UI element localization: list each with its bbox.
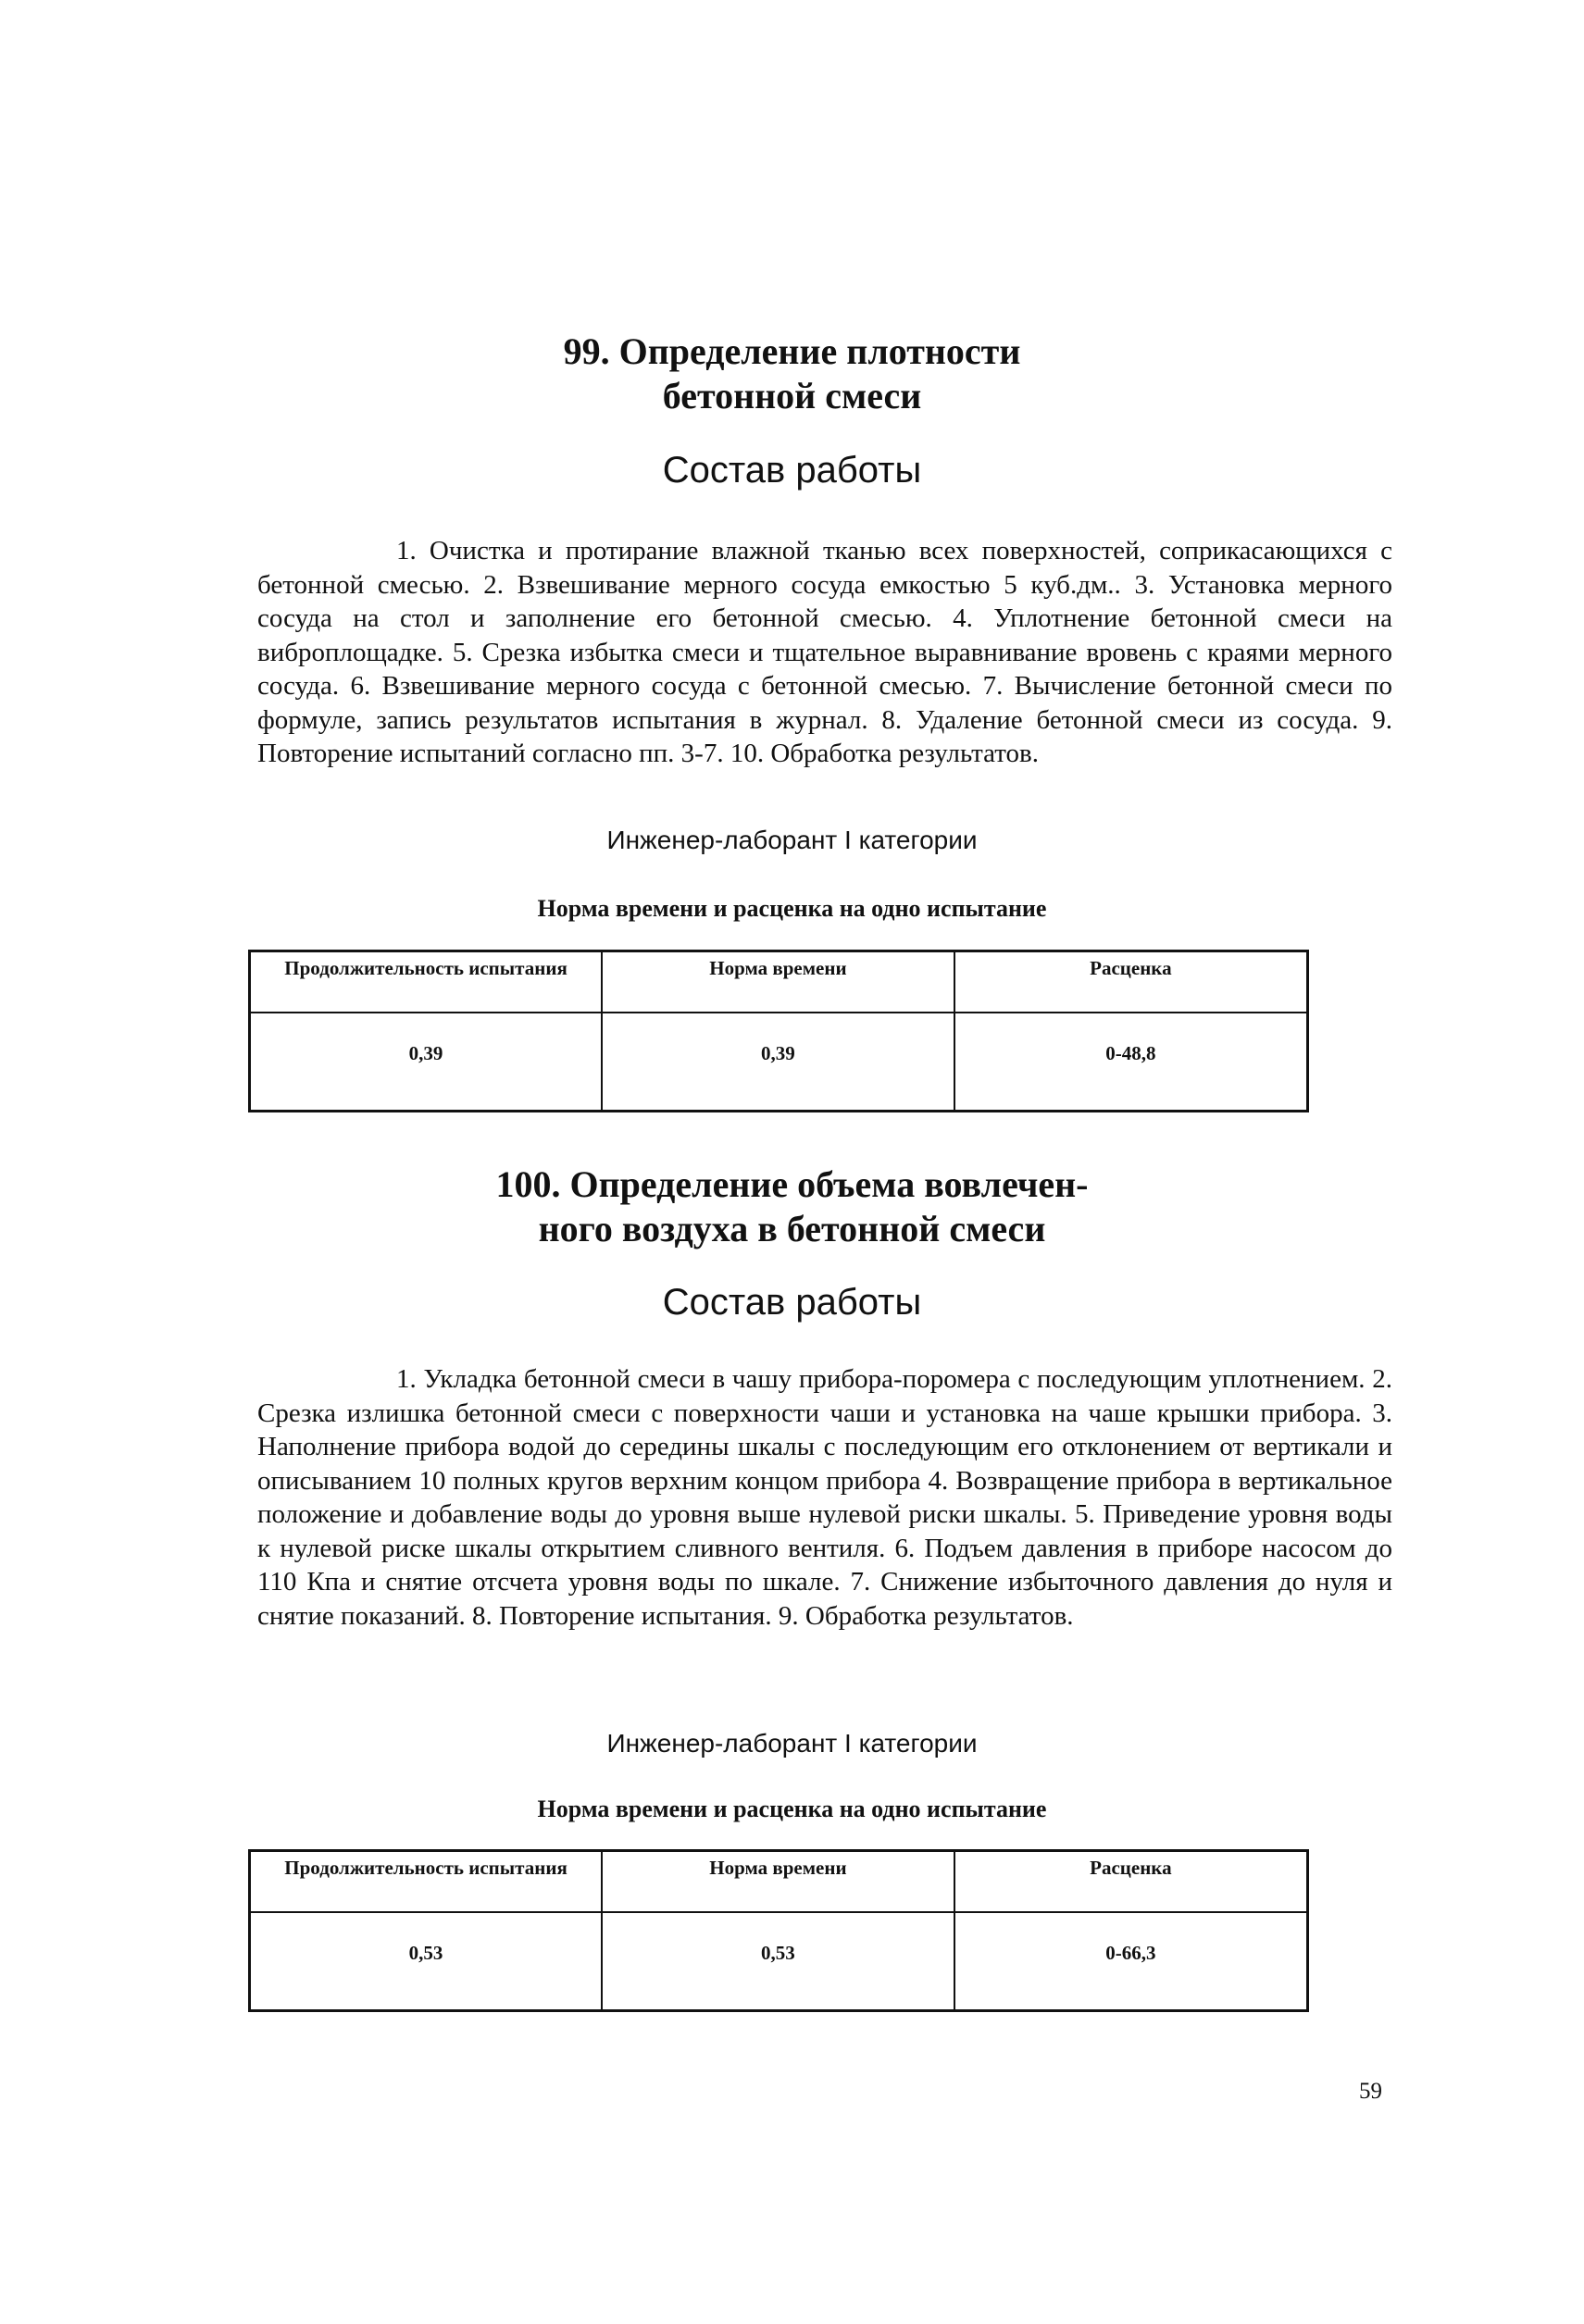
cell-duration: 0,53 [250, 1912, 603, 2011]
section-100-role: Инженер-лаборант I категории [606, 1729, 978, 1758]
cell-duration: 0,39 [250, 1013, 603, 1112]
section-100-subtitle: Состав работы [662, 1282, 922, 1323]
page-number: 59 [1359, 2079, 1382, 2104]
section-99-table-caption: Норма времени и расценка на одно испытание [537, 895, 1047, 922]
table-row [250, 1912, 1308, 2011]
table-header-row [250, 951, 1308, 1013]
header-duration: Продолжительность испытания [250, 1851, 603, 1913]
section-99-subtitle: Состав работы [662, 450, 922, 491]
cell-rate: 0-66,3 [954, 1912, 1308, 2011]
cell-time-norm: 0,53 [602, 1912, 954, 2011]
header-duration: Продолжительность испытания [250, 951, 603, 1013]
header-rate: Расценка [954, 951, 1308, 1013]
section-99-title-line2: бетонной смеси [662, 375, 922, 416]
table-header-row [250, 1851, 1308, 1913]
header-rate: Расценка [954, 1851, 1308, 1913]
header-time-norm: Норма времени [602, 1851, 954, 1913]
section-100-title-line2: ного воздуха в бетонной смеси [538, 1208, 1046, 1249]
section-100-table-caption: Норма времени и расценка на одно испытание [537, 1796, 1047, 1822]
section-100-title-line1: 100. Определение объема вовлечен- [495, 1163, 1089, 1205]
section-100-norm-table [248, 1849, 1309, 2012]
header-time-norm: Норма времени [602, 951, 954, 1013]
section-99-title [0, 329, 1584, 418]
section-100-body: 1. Укладка бетонной смеси в чашу прибора-поромера с последующим уплотнением. 2. Срезка излишка бетонной смеси с поверхности чаши и установка на чаше крышки прибора. 3. Наполнение прибора водой до середины шкалы с последующим его отклонением от вертикали и описыванием 10 полных кругов верхним концом прибора 4. Возвращение прибора в вертикальное положение и добавление воды до уровня выше нулевой риски шкалы. 5. Приведение уровня воды к нулевой риске шкалы открытием сливного вентиля. 6. Подъем давления в приборе насосом до 110 Кпа и снятие отсчета уровня воды по шкале. 7. Снижение избыточного давления до нуля и снятие показаний. 8. Повторение испытания. 9. Обработка результатов. [257, 1364, 1392, 1631]
cell-rate: 0-48,8 [954, 1013, 1308, 1112]
section-99-body: 1. Очистка и протирание влажной тканью всех поверхностей, соприкасающихся с бетонной смесью. 2. Взвешивание мерного сосуда емкостью 5 куб.дм.. 3. Установка мерного сосуда на стол и заполнение его бетонной смесью. 4. Уплотнение бетонной смеси на виброплощадке. 5. Срезка избытка смеси и тщательное выравнивание вровень с краями мерного сосуда. 6. Взвешивание мерного сосуда с бетонной смесью. 7. Вычисление бетонной смеси по формуле, запись результатов испытания в журнал. 8. Удаление бетонной смеси из сосуда. 9. Повторение испытаний согласно пп. 3-7. 10. Обработка результатов. [257, 536, 1392, 768]
section-99-role: Инженер-лаборант I категории [606, 826, 978, 854]
section-99-norm-table [248, 950, 1309, 1112]
section-99-title-line1: 99. Определение плотности [563, 330, 1021, 372]
table-row [250, 1013, 1308, 1112]
section-100-title [0, 1162, 1584, 1251]
cell-time-norm: 0,39 [602, 1013, 954, 1112]
